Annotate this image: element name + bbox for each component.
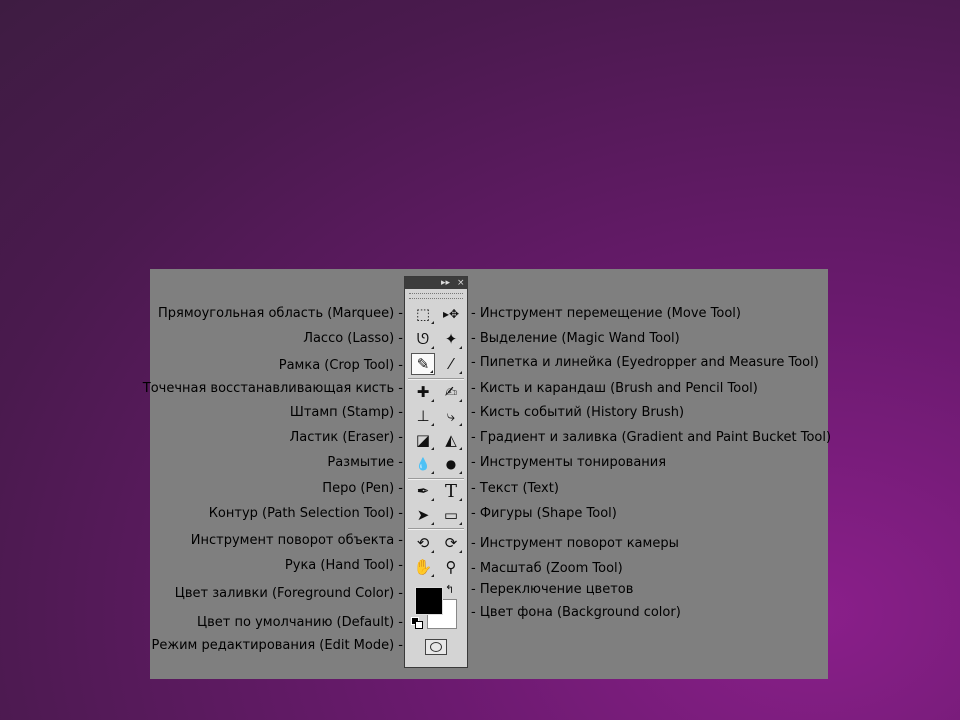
eyedropper-tool[interactable]: [439, 353, 463, 375]
label-path-selection: Контур (Path Selection Tool) -: [208, 506, 403, 521]
label-hand: Рука (Hand Tool) -: [284, 558, 403, 573]
magic-wand-icon: ✦: [444, 330, 458, 348]
rotate-3d-icon: ⟲: [416, 534, 430, 552]
label-blur: Размытие -: [327, 455, 403, 470]
text-tool[interactable]: [439, 480, 463, 502]
shape-tool[interactable]: [439, 504, 463, 526]
label-stamp: Штамп (Stamp) -: [289, 405, 403, 420]
foreground-color-swatch[interactable]: [415, 587, 443, 615]
label-crop: Рамка (Crop Tool) -: [278, 358, 403, 373]
camera-rotate-icon: ⟳: [444, 534, 458, 552]
move-icon: ▸✥: [442, 307, 460, 321]
bandage-icon: ✚: [416, 383, 430, 401]
divider: [408, 378, 464, 380]
magic-wand-tool[interactable]: [439, 328, 463, 350]
swap-colors-icon[interactable]: ↰: [445, 583, 455, 596]
path-selection-tool[interactable]: [411, 504, 435, 526]
label-object-rotate: Инструмент поворот объекта -: [190, 533, 403, 548]
label-default-colors: Цвет по умолчанию (Default) -: [197, 615, 403, 630]
paint-bucket-icon: ◭: [445, 431, 457, 449]
history-brush-tool[interactable]: [439, 405, 463, 427]
dodge-tool[interactable]: [439, 453, 463, 475]
label-gradient-bucket: - Градиент и заливка (Gradient and Paint Bucket Tool): [471, 430, 832, 445]
label-zoom: - Масштаб (Zoom Tool): [471, 561, 623, 576]
pen-icon: ✒: [416, 482, 430, 500]
eyedropper-icon: ⁄: [449, 355, 453, 373]
panel-header[interactable]: [405, 277, 467, 289]
label-shape: - Фигуры (Shape Tool): [471, 506, 617, 521]
magnifier-icon: ⚲: [445, 558, 457, 576]
divider: [408, 528, 464, 530]
label-background-color: - Цвет фона (Background color): [471, 605, 681, 620]
label-toning: - Инструменты тонирования: [471, 455, 667, 470]
move-tool[interactable]: [439, 303, 463, 325]
dodge-icon: ●: [445, 457, 457, 471]
hand-tool[interactable]: [411, 556, 435, 578]
label-history-brush: - Кисть событий (History Brush): [471, 405, 685, 420]
history-brush-icon: ⤷: [446, 407, 456, 425]
label-magic-wand: - Выделение (Magic Wand Tool): [471, 331, 680, 346]
panel-grip[interactable]: [409, 293, 463, 299]
quick-mask-button[interactable]: [425, 639, 447, 655]
label-foreground-color: Цвет заливки (Foreground Color) -: [174, 586, 403, 601]
crop-icon: ✎: [416, 355, 430, 373]
camera-rotate-tool[interactable]: [439, 532, 463, 554]
brush-tool[interactable]: [439, 381, 463, 403]
zoom-tool[interactable]: [439, 556, 463, 578]
stamp-tool[interactable]: [411, 405, 435, 427]
lasso-tool[interactable]: [411, 328, 435, 350]
label-marquee: Прямоугольная область (Marquee) -: [158, 306, 403, 321]
object-rotate-tool[interactable]: [411, 532, 435, 554]
quick-mask-icon: [430, 642, 442, 652]
pen-tool[interactable]: [411, 480, 435, 502]
stamp-icon: ⊥: [416, 407, 430, 425]
label-swap-colors: - Переключение цветов: [471, 582, 634, 597]
drop-icon: 💧: [415, 457, 431, 471]
label-eraser: Ластик (Eraser) -: [289, 430, 403, 445]
tools-panel: [404, 276, 468, 668]
label-move: - Инструмент перемещение (Move Tool): [471, 306, 741, 321]
close-icon[interactable]: ×: [457, 278, 465, 288]
gradient-tool[interactable]: [439, 429, 463, 451]
spot-heal-tool[interactable]: [411, 381, 435, 403]
marquee-icon: ⬚: [415, 305, 431, 323]
hand-icon: ✋: [413, 558, 433, 576]
double-chevron-icon[interactable]: ▸▸: [441, 278, 451, 288]
label-pen: Перо (Pen) -: [322, 481, 403, 496]
default-colors-icon[interactable]: [411, 617, 421, 627]
label-spot-heal: Точечная восстанавливающая кисть -: [142, 381, 403, 396]
lasso-icon: ᘎ: [416, 330, 430, 348]
blur-tool[interactable]: [411, 453, 435, 475]
crop-tool[interactable]: [411, 353, 435, 375]
eraser-icon: ◪: [415, 431, 431, 449]
label-text: - Текст (Text): [471, 481, 559, 496]
eraser-tool[interactable]: [411, 429, 435, 451]
rectangle-icon: ▭: [443, 506, 459, 524]
label-lasso: Лассо (Lasso) -: [303, 331, 403, 346]
label-camera-rotate: - Инструмент поворот камеры: [471, 536, 679, 551]
brush-icon: ✍: [444, 383, 458, 401]
arrow-pointer-icon: ➤: [416, 506, 430, 524]
label-edit-mode: Режим редактирования (Edit Mode) -: [151, 638, 403, 653]
marquee-tool[interactable]: [411, 303, 435, 325]
text-icon: T: [444, 480, 457, 502]
label-eyedropper: - Пипетка и линейка (Eyedropper and Measure Tool): [471, 355, 819, 370]
label-brush-pencil: - Кисть и карандаш (Brush and Pencil Tool): [471, 381, 758, 396]
